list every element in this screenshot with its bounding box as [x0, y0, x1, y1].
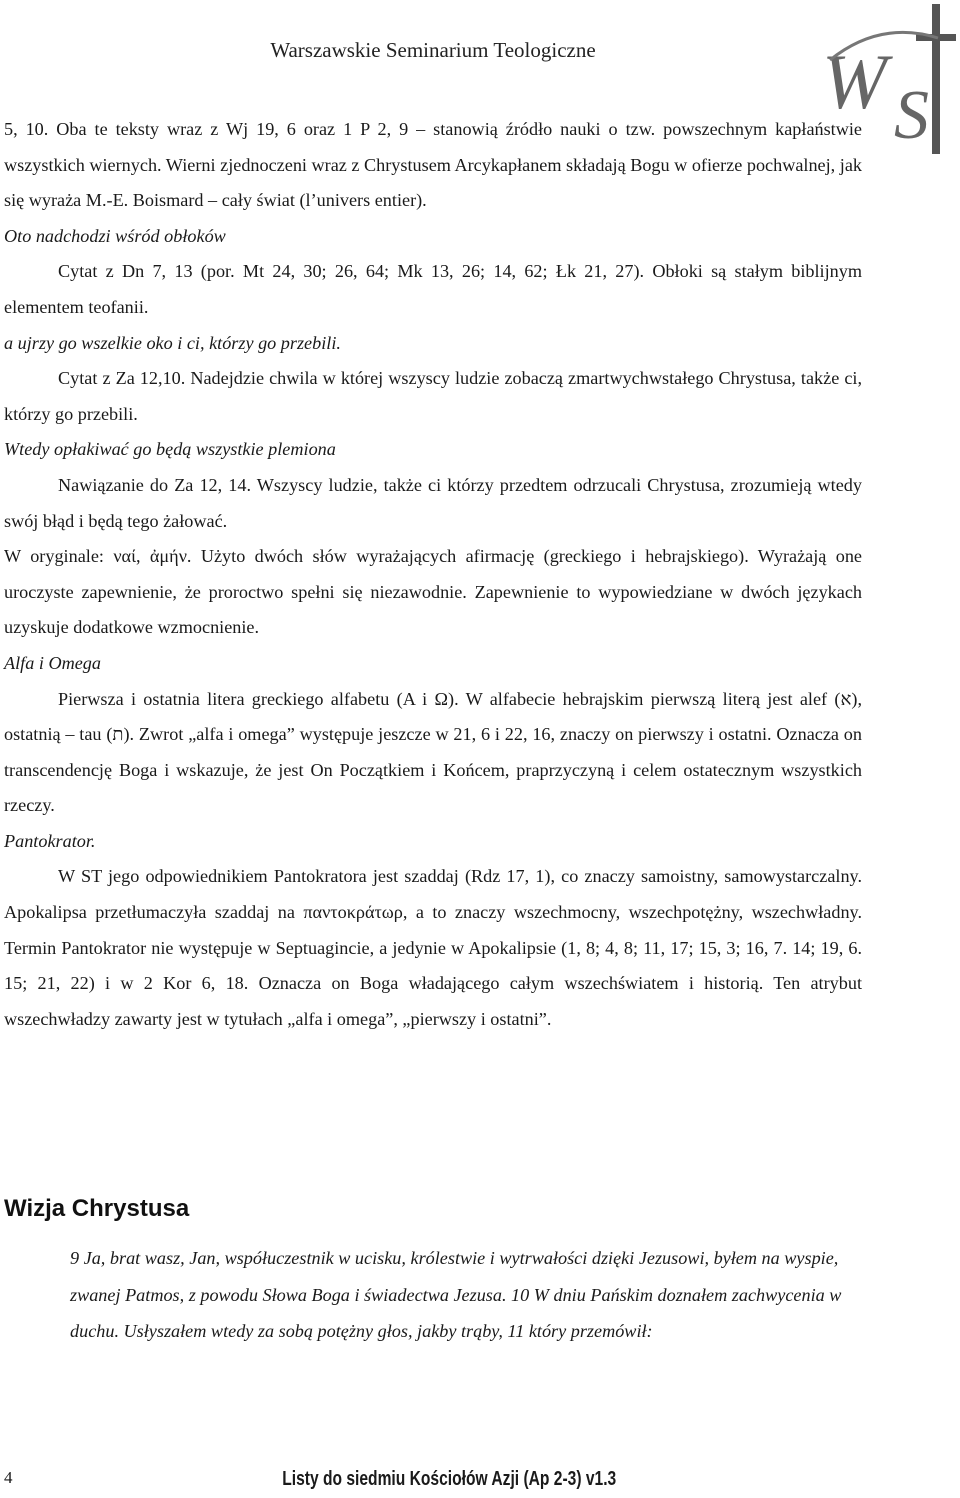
lemma-pantokrator: Pantokrator.: [4, 830, 96, 851]
section-title: Wizja Chrystusa: [4, 1195, 190, 1222]
lemma-every-eye: a ujrzy go wszelkie oko i ci, którzy go przebili.: [4, 332, 341, 353]
paragraph-pantokrator: W ST jego odpowiednikiem Pantokratora jest szaddaj (Rdz 17, 1), co znaczy samoistny, samowystarczalny. Apokalipsa przetłumaczyła szaddaj na παντοκράτωρ, a to znaczy wszechmocny, wszechpotężny, wszechwładny. Termin Pantokrator nie występuje w Septuagincie, a jedynie w Apokalipsie (1, 8; 4, 8; 11, 17; 15, 3; 16, 7. 14; 19, 6. 15; 21, 22) i w 2 Kor 6, 18. Oznacza on Boga władającego całym wszechświatem i historią. Ten atrybut wszechwładzy zawarty jest w tytułach „alfa i omega”, „pierwszy i ostatni”.: [4, 866, 862, 1029]
footer-title: Listy do siedmiu Kościołów Azji (Ap 2-3) v1.3: [281, 1468, 616, 1490]
page-header: Warszawskie Seminarium Teologiczne: [270, 38, 596, 62]
lemma-clouds: Oto nadchodzi wśród obłoków: [4, 225, 226, 246]
paragraph-alpha-omega: Pierwsza i ostatnia litera greckiego alfabetu (A i Ω). W alfabecie hebrajskim pierwszą literą jest alef (א), ostatnią – tau (ת). Zwrot „alfa i omega” występuje jeszcze w 21, 6 i 22, 16, znaczy on pierwszy i ostatni. Oznacza on transcendencję Boga i wskazuje, że jest On Początkiem i Końcem, praprzyczyną i celem ostatecznym wszystkich rzeczy.: [4, 688, 862, 816]
svg-text:W: W: [822, 38, 887, 125]
lemma-tribes: Wtedy opłakiwać go będą wszystkie plemiona: [4, 439, 336, 460]
paragraph-tribes: Nawiązanie do Za 12, 14. Wszyscy ludzie, także ci którzy przedtem odrzucali Chrystusa, zrozumieją wtedy swój błąd i będą tego żałować.: [4, 474, 862, 531]
paragraph-priesthood: 5, 10. Oba te teksty wraz z Wj 19, 6 oraz 1 P 2, 9 – stanowią źródło nauki o tzw. powszechnym kapłaństwie wszystkich wiernych. Wierni zjednoczeni wraz z Chrystusem Arcykapłanem składają Bogu w ofierze pochwalnej, jak się wyraża M.-E. Boismard – cały świat (l’univers entier).: [4, 119, 862, 211]
paragraph-clouds: Cytat z Dn 7, 13 (por. Mt 24, 30; 26, 64; Mk 13, 26; 14, 62; Łk 21, 27). Obłoki są stałym biblijnym elementem teofanii.: [4, 261, 862, 317]
scripture-quote: 9 Ja, brat wasz, Jan, współuczestnik w ucisku, królestwie i wytrwałości dzięki Jezusowi, byłem na wyspie, zwanej Patmos, z powodu Słowa Boga i świadectwa Jezusa. 10 W dniu Pańskim doznałem zachwycenia w duchu. Usłyszałem wtedy za sobą potężny głos, jakby trąby, 11 który przemówił:: [70, 1248, 842, 1341]
lemma-alpha-omega: Alfa i Omega: [4, 652, 101, 673]
paragraph-every-eye: Cytat z Za 12,10. Nadejdzie chwila w której wszyscy ludzie zobaczą zmartwychwstałego Chrystusa, także ci, którzy go przebili.: [4, 368, 862, 424]
commentary-text: [4, 112, 862, 1037]
page-number: 4: [4, 1468, 13, 1487]
paragraph-original: W oryginale: ναί, ἀμήν. Użyto dwóch słów wyrażających afirmację (greckiego i hebrajskiego). Wyrażają one uroczyste zapewnienie, że proroctwo spełni się niezawodnie. Zapewnienie to wypowiedziane w dwóch językach uzyskuje dodatkowe wzmocnienie.: [4, 546, 862, 638]
svg-text:S: S: [894, 77, 929, 154]
